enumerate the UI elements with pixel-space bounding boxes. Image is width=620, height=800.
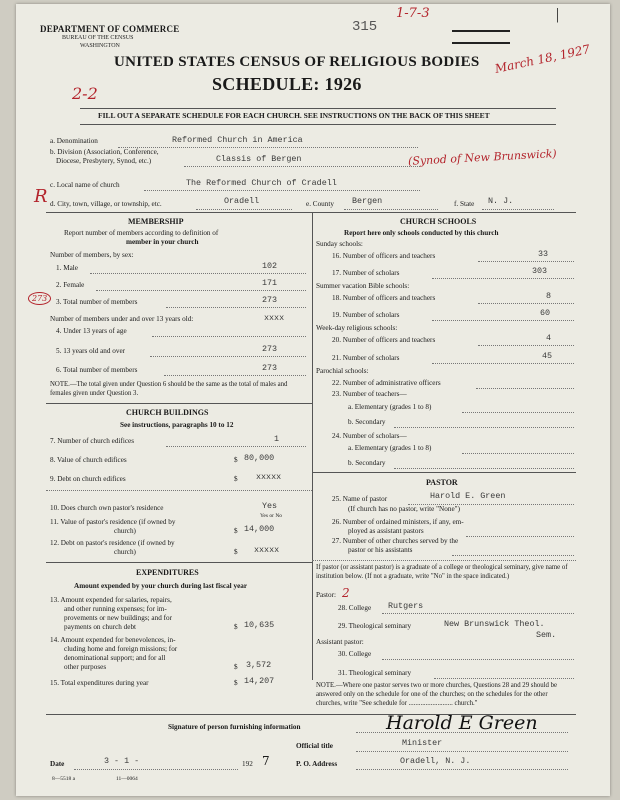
- pastor-signature: Harold E Green: [386, 712, 538, 734]
- official-title-value: Minister: [402, 738, 443, 748]
- q15-value: 14,207: [244, 676, 275, 686]
- q20-value: 4: [546, 333, 552, 343]
- county-label: e. County: [306, 200, 334, 208]
- year-digit: 7: [262, 754, 270, 768]
- division-value: Classis of Bergen: [216, 154, 302, 164]
- q18-label: 18. Number of officers and teachers: [332, 294, 436, 302]
- denomination-value: Reformed Church in America: [172, 135, 303, 145]
- q7-label: 7. Number of church edifices: [50, 437, 135, 445]
- q18-value: 8: [546, 291, 552, 301]
- date-value: 3 - 1 -: [104, 756, 140, 766]
- q9-label: 9. Debt on church edifices: [50, 475, 126, 483]
- q24b-label: b. Secondary: [348, 459, 386, 467]
- q14-value: 3,572: [246, 660, 272, 670]
- q11-label-2: church): [114, 527, 136, 535]
- q25-value: Harold E. Green: [430, 491, 506, 501]
- q23a-label: a. Elementary (grades 1 to 8): [348, 403, 432, 411]
- bureau-name: BUREAU OF THE CENSUS: [62, 35, 134, 41]
- buildings-sub: See instructions, paragraphs 10 to 12: [120, 421, 234, 429]
- q15-label: 15. Total expenditures during year: [50, 679, 149, 687]
- assistant-label: Assistant pastor:: [316, 638, 364, 646]
- margin-r-mark: R: [34, 186, 48, 207]
- state-label: f. State: [454, 200, 475, 208]
- parochial-label: Parochial schools:: [316, 367, 369, 375]
- q1-label: 1. Male: [56, 264, 78, 272]
- q21-value: 45: [542, 351, 553, 361]
- q29-value: New Brunswick Theol.: [444, 619, 545, 629]
- q14-line-2: cluding home and foreign missions; for: [64, 645, 178, 653]
- q28-label: 28. College: [338, 604, 372, 612]
- currency-sign: $: [234, 527, 238, 535]
- membership-note: NOTE.—The total given under Question 6 should be the same as the total of males and females given under Question 3.: [50, 381, 288, 397]
- department-name: DEPARTMENT OF COMMERCE: [40, 24, 180, 34]
- q23b-label: b. Secondary: [348, 418, 386, 426]
- denomination-label: a. Denomination: [50, 137, 98, 145]
- expenditures-heading: EXPENDITURES: [136, 568, 199, 577]
- church-name-value: The Reformed Church of Cradell: [186, 178, 337, 188]
- q25-label: 25. Name of pastor: [332, 495, 388, 503]
- q21-label: 21. Number of scholars: [332, 354, 400, 362]
- date-label: Date: [50, 760, 65, 768]
- schedule-title: SCHEDULE: 1926: [212, 74, 362, 94]
- q31-label: 31. Theological seminary: [338, 669, 412, 677]
- q8-label: 8. Value of church edifices: [50, 456, 127, 464]
- q27-line-2: pastor or his assistants: [348, 546, 413, 554]
- q29-value-2: Sem.: [536, 630, 557, 640]
- q5-label: 5. 13 years old and over: [56, 347, 126, 355]
- year-prefix: 192: [242, 760, 253, 768]
- q28-value: Rutgers: [388, 601, 424, 611]
- q10-value: Yes: [262, 501, 278, 511]
- q29-label: 29. Theological seminary: [338, 622, 412, 630]
- city-label: d. City, town, village, or township, etc.: [50, 200, 162, 208]
- currency-sign: $: [234, 475, 238, 483]
- q13-line-3: provements or new buildings; and for: [64, 614, 172, 622]
- q2-value: 171: [262, 278, 278, 288]
- q16-value: 33: [538, 249, 549, 259]
- expenditures-sub: Amount expended by your church during last fiscal year: [74, 582, 248, 590]
- form-number: 8—5518 a: [52, 776, 76, 782]
- q11-value: 14,000: [244, 524, 275, 534]
- graduate-note: If pastor (or assistant pastor) is a graduate of a college or theological seminary, give name of institution below. (If not a graduate, write "No" in the space indicated.): [316, 564, 568, 580]
- form-title: UNITED STATES CENSUS OF RELIGIOUS BODIES: [114, 54, 480, 70]
- sunday-label: Sunday schools:: [316, 240, 363, 248]
- q10-label: 10. Does church own pastor's residence: [50, 504, 164, 512]
- q9-value: xxxxx: [256, 472, 282, 482]
- county-value: Bergen: [352, 196, 383, 206]
- signature-label: Signature of person furnishing information: [168, 723, 301, 731]
- membership-intro-2: member in your church: [126, 238, 199, 246]
- city-value: Oradell: [224, 196, 260, 206]
- pastor-heading: PASTOR: [426, 478, 458, 487]
- under13-value: xxxx: [264, 313, 285, 323]
- schools-sub: Report here only schools conducted by this church: [344, 229, 499, 237]
- corner-mark: |: [556, 6, 560, 23]
- q19-label: 19. Number of scholars: [332, 311, 400, 319]
- q10-hint: Yes or No: [260, 513, 283, 519]
- membership-heading: MEMBERSHIP: [128, 217, 184, 226]
- q13-line-2: and other running expenses; for im-: [64, 605, 167, 613]
- q16-label: 16. Number of officers and teachers: [332, 252, 436, 260]
- currency-sign: $: [234, 548, 238, 556]
- church-name-label: c. Local name of church: [50, 181, 120, 189]
- q17-value: 303: [532, 266, 548, 276]
- address-value: Oradell, N. J.: [400, 756, 471, 766]
- q17-label: 17. Number of scholars: [332, 269, 400, 277]
- q20-label: 20. Number of officers and teachers: [332, 336, 436, 344]
- currency-sign: $: [234, 456, 238, 464]
- q24a-label: a. Elementary (grades 1 to 8): [348, 444, 432, 452]
- q27-line-1: 27. Number of other churches served by the: [332, 537, 459, 545]
- by-sex-label: Number of members, by sex:: [50, 251, 134, 259]
- division-label-2: Diocese, Presbytery, Synod, etc.): [56, 157, 152, 165]
- q11-label: 11. Value of pastor's residence (if owned by: [50, 518, 176, 526]
- synod-handwritten: (Synod of New Brunswick): [407, 147, 557, 168]
- membership-intro-1: Report number of members according to definition of: [64, 229, 219, 237]
- q14-line-1: 14. Amount expended for benevolences, in-: [50, 636, 176, 644]
- q12-value: xxxxx: [254, 545, 280, 555]
- handwritten-code: 2-2: [72, 84, 98, 103]
- q7-value: 1: [274, 434, 280, 444]
- q6-label: 6. Total number of members: [56, 366, 138, 374]
- schools-heading: CHURCH SCHOOLS: [400, 217, 477, 226]
- summer-label: Summer vacation Bible schools:: [316, 282, 410, 290]
- q1-value: 102: [262, 261, 278, 271]
- q14-line-4: other purposes: [64, 663, 107, 671]
- currency-sign: $: [234, 623, 238, 631]
- pastor-label: Pastor:: [316, 591, 336, 599]
- stamp-number: 315: [352, 19, 378, 35]
- handwritten-date: March 18, 1927: [493, 42, 592, 76]
- division-label: b. Division (Association, Conference,: [50, 148, 159, 156]
- q6-value: 273: [262, 363, 278, 373]
- top-handwritten-note: 1-7-3: [396, 6, 430, 21]
- bureau-city: WASHINGTON: [80, 43, 120, 49]
- q22-label: 22. Number of administrative officers: [332, 379, 441, 387]
- pastor-note: NOTE.—Where one pastor serves two or more churches, Questions 28 and 29 should be answered only on the schedule for one of the churches; on the schedules for the other churches, write "See schedule for .......................... church.": [316, 682, 558, 707]
- q3-label: 3. Total number of members: [56, 298, 138, 306]
- address-label: P. O. Address: [296, 760, 338, 768]
- scribble-mark: [452, 30, 510, 44]
- print-number: 11—0064: [116, 776, 138, 782]
- q25-hint: (If church has no pastor, write "None"): [348, 505, 460, 513]
- q5-value: 273: [262, 344, 278, 354]
- q14-line-3: denominational support; and for all: [64, 654, 166, 662]
- currency-sign: $: [234, 663, 238, 671]
- q12-label-2: church): [114, 548, 136, 556]
- q12-label: 12. Debt on pastor's residence (if owned by: [50, 539, 175, 547]
- q2-label: 2. Female: [56, 281, 85, 289]
- q30-label: 30. College: [338, 650, 372, 658]
- buildings-heading: CHURCH BUILDINGS: [126, 408, 209, 417]
- q4-label: 4. Under 13 years of age: [56, 327, 127, 335]
- under13-label: Number of members under and over 13 years old:: [50, 315, 194, 323]
- currency-sign: $: [234, 679, 238, 687]
- q13-value: 10,635: [244, 620, 275, 630]
- weekday-label: Week-day religious schools:: [316, 324, 398, 332]
- q26-line-1: 26. Number of ordained ministers, if any, em-: [332, 518, 464, 526]
- q24-label: 24. Number of scholars—: [332, 432, 407, 440]
- instruction-line: FILL OUT A SEPARATE SCHEDULE FOR EACH CHURCH. SEE INSTRUCTIONS ON THE BACK OF THIS SHEET: [98, 111, 490, 120]
- q8-value: 80,000: [244, 453, 275, 463]
- q13-line-4: payments on church debt: [64, 623, 137, 631]
- q19-value: 60: [540, 308, 551, 318]
- state-value: N. J.: [488, 196, 514, 206]
- q3-value: 273: [262, 295, 278, 305]
- q13-line-1: 13. Amount expended for salaries, repairs,: [50, 596, 172, 604]
- official-title-label: Official title: [296, 742, 333, 750]
- census-schedule-page: [16, 4, 610, 796]
- q23-label: 23. Number of teachers—: [332, 390, 407, 398]
- margin-circled-note: 273: [28, 292, 51, 305]
- q26-line-2: ployed as assistant pastors: [348, 527, 424, 535]
- pastor-mark: 2: [342, 586, 350, 600]
